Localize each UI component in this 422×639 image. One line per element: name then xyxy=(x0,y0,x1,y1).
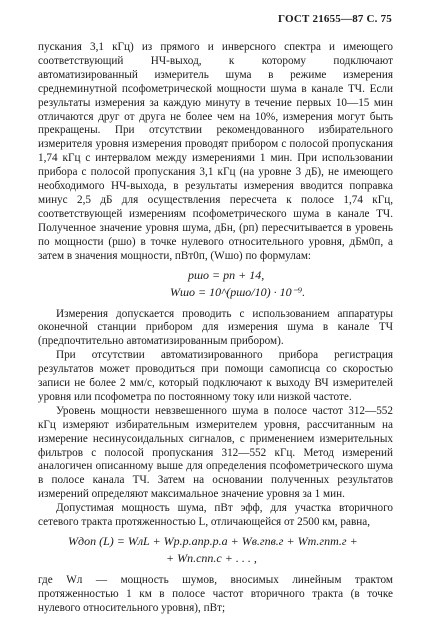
paragraph-1: пускания 3,1 кГц) из прямого и инверсного спектра и имеющего соответствующий НЧ-выход, к которому подключают автоматизированный измеритель шума в режиме измерения среднеминутной псофометрической мощности шума в канале ТЧ. Если результаты измерения за каждую минуту в течение первых 10—15 мин отличаются друг от друга не более чем на 10%, измерения могут быть прекращены. При отсутствии рекомендованного избирательного измерителя уровня измерения проводят прибором с полосой пропускания 1,74 кГц с интервалом между измерениями 1 мин. При использовании прибора с полосой пропускания 3,1 кГц (на уровне 3 дБ), не имеющего необходимого НЧ-выхода, в результаты измерения вводится поправка минус 2,5 дБ для осуществления пересчета к полосе 1,74 кГц, соответствующей измерениям псофометрического шума в канале ТЧ. Полученное значение уровня шума, дБн, (pп) пересчитывается в уровень по мощности (pшо) в точке нулевого относительного уровня, дБм0п, а затем в значения мощности, пВт0п, (Wшо) по формулам: xyxy=(38,41,393,262)
formula2-line-2: + Wп.сnп.с + . . . , xyxy=(166,551,257,565)
paragraph-5: Допустимая мощность шума, пВт эфф, для участка вторичного сетевого тракта протяженностью L, отличающейся от 2500 км, равна, xyxy=(38,502,393,529)
paragraph-2: Измерения допускается проводить с использованием аппаратуры оконечной станции прибором для измерения шума в канале ТЧ (предпочтительно автоматизированным прибором). xyxy=(38,307,393,348)
page-header: ГОСТ 21655—87 С. 75 xyxy=(278,13,392,25)
formula-permissible-noise-svg xyxy=(38,532,393,566)
formula-line-1: pшо = pп + 14, xyxy=(188,267,265,282)
formula-permissible-noise xyxy=(38,532,393,571)
formula-psofometric-svg xyxy=(38,266,393,300)
formula-line-2: Wшо = 10^(pшо/10) · 10⁻⁹. xyxy=(170,284,306,299)
paragraph-4: Уровень мощности невзвешенного шума в полосе частот 312—552 кГц измеряют избирательным измерителем уровня, рассчитанным на измерение несинусоидальных сигналов, с применением измерительных фильтров с полосой пропускания 312—552 кГц. Метод измерений аналогичен описанному выше для определения псофометрического шума в полосе канала ТЧ. Затем на основании полученных результатов измерений определяют максимальное значение уровня за 1 мин. xyxy=(38,404,393,501)
paragraph-6: где Wл — мощность шумов, вносимых линейным трактом протяженностью 1 км в полосе частот вторичного тракта (в точке нулевого относительного уровня), пВт; xyxy=(38,574,393,614)
formula2-line-1: Wдоп (L) = WлL + Wр.р.аnр.р.а + Wв.гnв.г + Wт.гnт.г + xyxy=(68,534,358,548)
document-body xyxy=(38,41,393,616)
formula-psofometric xyxy=(38,266,393,305)
paragraph-3: При отсутствии автоматизированного прибора регистрация результатов может проводиться при помощи самописца со скоростью записи не более 2 мм/с, который подключают к выходу ВЧ измерителей уровня или псофометра по постоянному току или низкой частоте. xyxy=(38,349,393,403)
